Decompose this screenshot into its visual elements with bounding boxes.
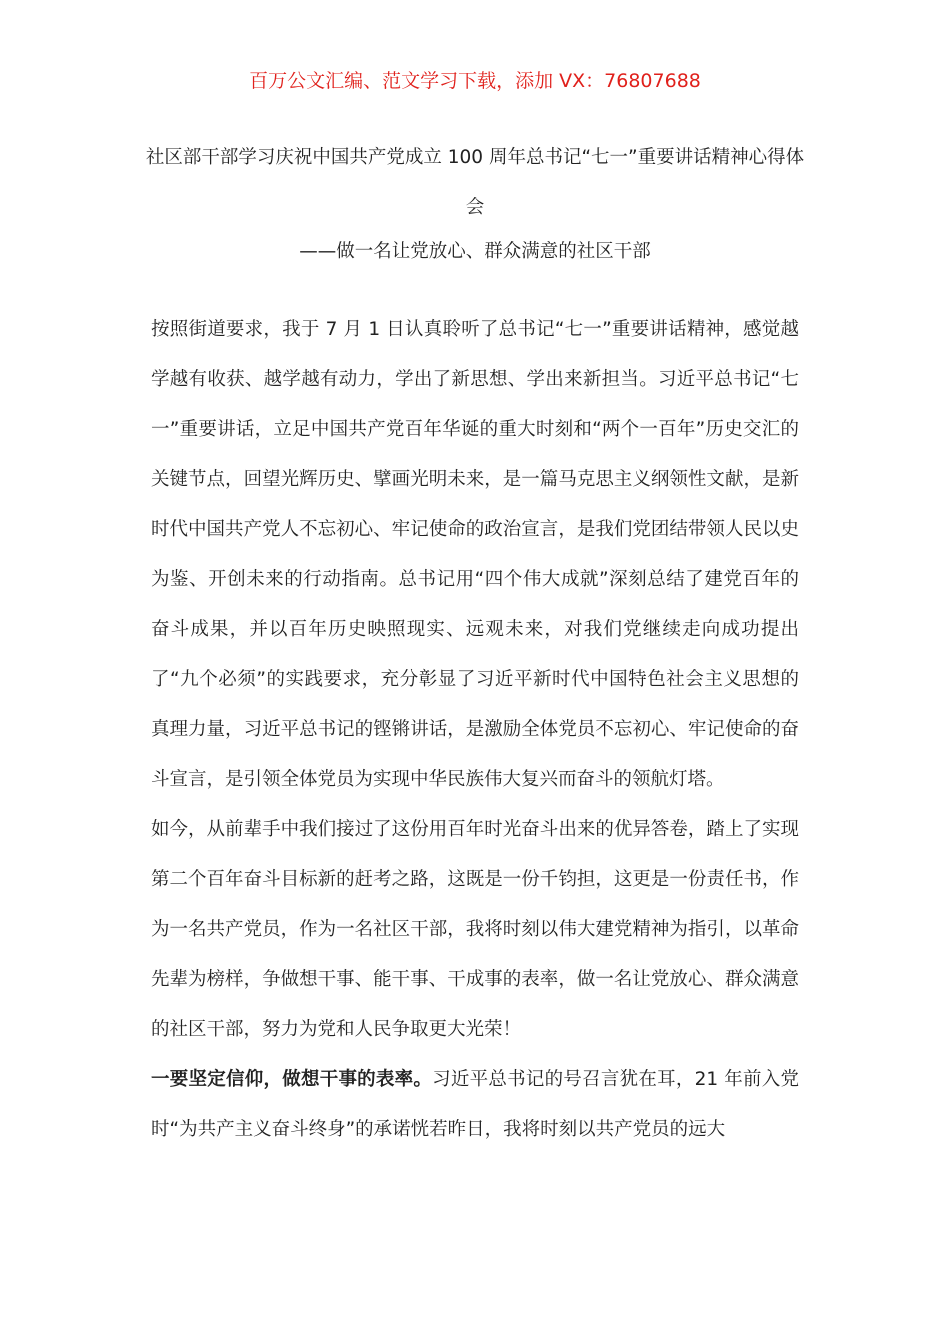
document-body xyxy=(151,305,799,1155)
header-banner: 百万公文汇编、范文学习下载，添加 VX：76807688 xyxy=(249,70,701,92)
paragraph-3 xyxy=(151,1055,799,1155)
paragraph-1-text: 按照街道要求，我于 7 月 1 日认真聆听了总书记“七一”重要讲话精神，感觉越学越有收获、越学越有动力，学出了新思想、学出来新担当。习近平总书记“七一”重要讲话，立足中国共产党百年华诞的重大时刻和“两个一百年”历史交汇的关键节点，回望光辉历史、擘画光明未来，是一篇马克思主义纲领性文献，是新时代中国共产党人不忘初心、牢记使命的政治宣言，是我们党团结带领人民以史为鉴、开创未来的行动指南。总书记用“四个伟大成就”深刻总结了建党百年的奋斗成果，并以百年历史映照现实、远观未来，对我们党继续走向成功提出了“九个必须”的实践要求，充分彰显了习近平新时代中国特色社会主义思想的真理力量，习近平总书记的铿锵讲话，是激励全体党员不忘初心、牢记使命的奋斗宣言，是引领全体党员为实现中华民族伟大复兴而奋斗的领航灯塔。 xyxy=(151,319,799,790)
paragraph-3-lead: 一要坚定信仰，做想干事的表率。 xyxy=(151,1069,433,1090)
paragraph-2-text: 如今，从前辈手中我们接过了这份用百年时光奋斗出来的优异答卷，踏上了实现第二个百年奋斗目标新的赶考之路，这既是一份千钧担，这更是一份责任书，作为一名共产党员，作为一名社区干部，我将时刻以伟大建党精神为指引，以革命先辈为榜样，争做想干事、能干事、干成事的表率，做一名让党放心、群众满意的社区干部，努力为党和人民争取更大光荣！ xyxy=(151,819,799,1040)
paragraph-2 xyxy=(151,805,799,1055)
paragraph-3-text: 习近平总书记的号召言犹在耳，21 年前入党时“为共产主义奋斗终身”的承诺恍若昨日，我将时刻以共产党员的远大 xyxy=(151,1069,799,1140)
document-subtitle: ——做一名让党放心、群众满意的社区干部 xyxy=(299,241,651,262)
paragraph-1 xyxy=(151,305,799,805)
document-title: 社区部干部学习庆祝中国共产党成立 100 周年总书记“七一”重要讲话精神心得体会 xyxy=(145,147,805,218)
